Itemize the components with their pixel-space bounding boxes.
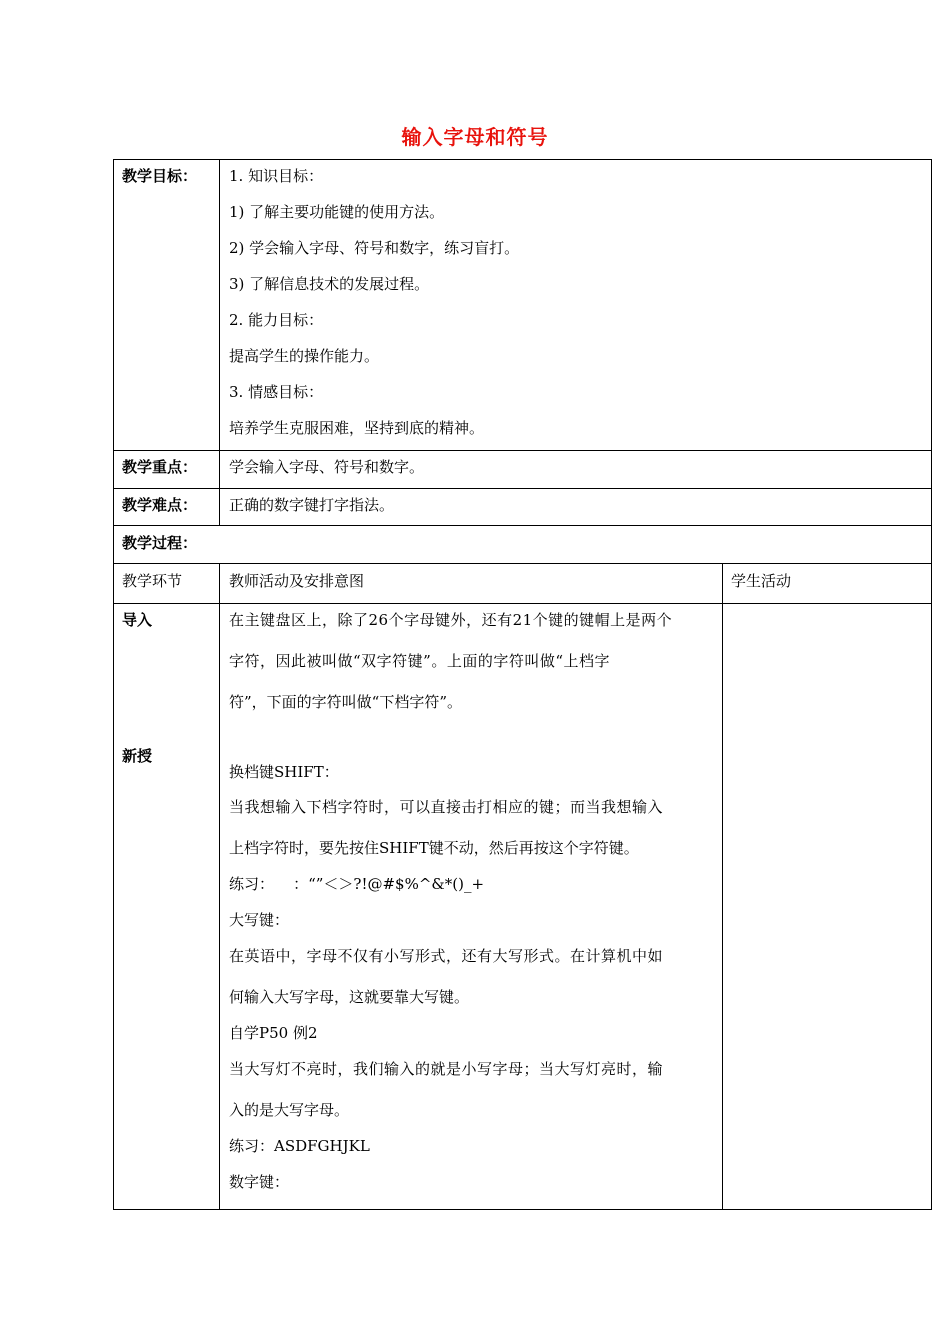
column-divider [722, 563, 723, 1209]
body-line: 练习： ：“”＜＞?!@#$%^&*()_+ [229, 875, 485, 893]
body-line: 当我想输入下档字符时，可以直接击打相应的键；而当我想输入 [229, 798, 664, 816]
table-border-left [113, 159, 114, 1210]
row-divider [113, 525, 932, 526]
goals-line: 2. 能力目标： [229, 311, 324, 329]
key-point-text: 学会输入字母、符号和数字。 [229, 458, 425, 476]
header-teacher-activity: 教师活动及安排意图 [229, 572, 365, 590]
process-label: 教学过程： [122, 534, 198, 552]
difficulty-label: 教学难点： [122, 496, 198, 514]
body-line: 当大写灯不亮时，我们输入的就是小写字母；当大写灯亮时，输 [229, 1060, 664, 1078]
table-border-bottom [113, 1209, 932, 1210]
page-title: 输入字母和符号 [401, 125, 549, 149]
header-stage: 教学环节 [122, 572, 183, 590]
row-divider [113, 450, 932, 451]
body-line: 大写键： [229, 911, 290, 929]
row-divider [113, 603, 932, 604]
body-line: 在英语中，字母不仅有小写形式，还有大写形式。在计算机中如 [229, 947, 664, 965]
body-line: 上档字符时，要先按住SHIFT键不动，然后再按这个字符键。 [229, 839, 639, 857]
goals-line: 3. 情感目标： [229, 383, 324, 401]
goals-line: 1. 知识目标： [229, 167, 324, 185]
goals-line: 提高学生的操作能力。 [229, 347, 380, 365]
stage-intro: 导入 [122, 611, 153, 629]
body-line: 何输入大写字母，这就要靠大写键。 [229, 988, 470, 1006]
body-line: 字符，因此被叫做“双字符键”。上面的字符叫做“上档字 [229, 652, 611, 670]
goals-line: 培养学生克服困难，坚持到底的精神。 [229, 419, 485, 437]
column-divider [219, 563, 220, 1209]
body-line: 自学P50 例2 [229, 1024, 318, 1042]
row-divider [113, 563, 932, 564]
body-line: 入的是大写字母。 [229, 1101, 350, 1119]
body-line: 在主键盘区上，除了26个字母键外，还有21个键的键帽上是两个 [229, 611, 673, 629]
body-line: 练习：ASDFGHJKL [229, 1137, 370, 1155]
difficulty-text: 正确的数字键打字指法。 [229, 496, 395, 514]
header-student-activity: 学生活动 [731, 572, 792, 590]
body-line: 数字键： [229, 1173, 290, 1191]
body-line: 换档键SHIFT： [229, 763, 339, 781]
goals-label: 教学目标： [122, 167, 198, 185]
goals-line: 1) 了解主要功能键的使用方法。 [229, 203, 445, 221]
goals-line: 3) 了解信息技术的发展过程。 [229, 275, 430, 293]
row-divider [113, 488, 932, 489]
column-divider [219, 159, 220, 525]
table-border-top [113, 159, 932, 160]
table-border-right [931, 159, 932, 1210]
goals-line: 2) 学会输入字母、符号和数字，练习盲打。 [229, 239, 520, 257]
stage-new: 新授 [122, 747, 153, 765]
body-line: 符”，下面的字符叫做“下档字符”。 [229, 693, 463, 711]
key-point-label: 教学重点： [122, 458, 198, 476]
